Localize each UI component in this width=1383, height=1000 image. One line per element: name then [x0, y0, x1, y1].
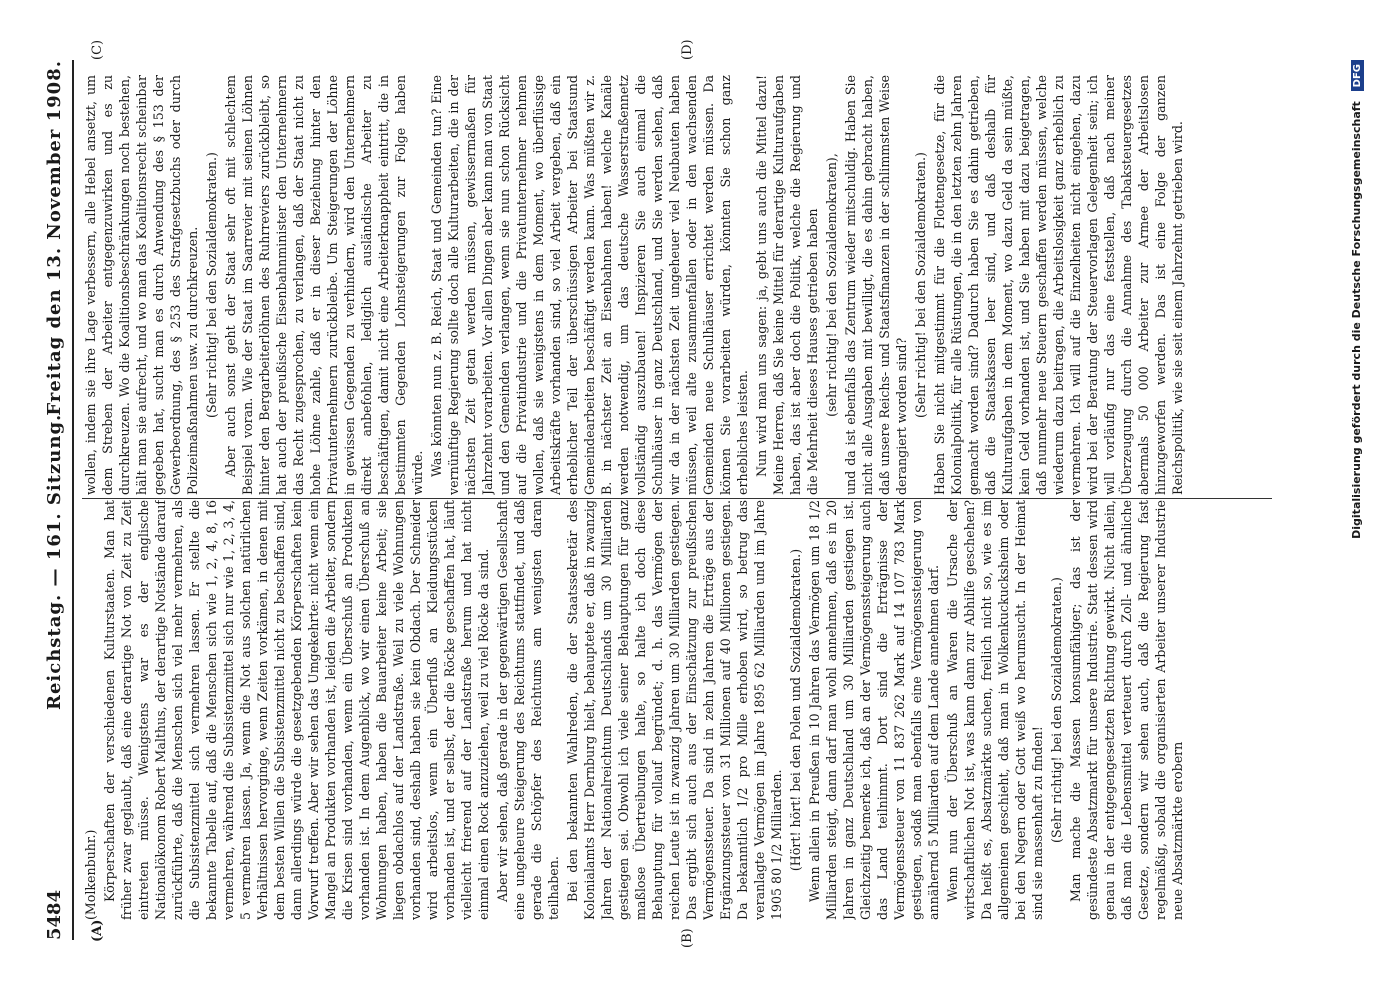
paragraph: Haben Sie nicht mitgestimmt für die Flottengesetze, für die Kolonialpolitik, für alle Rüstungen, die in den letzten zehn Jahren gemacht worden sind? Dadurch haben Sie es dahin getrieben, daß die Staatskassen leer sind, und daß deshalb für Kulturaufgaben in dem Moment, wo dazu Geld da sein müßte, kein Geld vorhanden ist, und Sie haben mit dazu beigetragen, daß nunmehr neue Steuern geschaffen werden müssen, welche wiederum dazu beitragen, die Arbeitslosigkeit ganz erheblich zu vermehren. Ich will auf die Einzelheiten nicht eingehen, dazu wird bei der Beratung der Steuervorlagen Gelegenheit sein; ich will vorläufig nur das eine feststellen, daß nach meiner Überzeugung durch die Annahme des Tabaksteuergesetzes abermals 50 000 Arbeiter zur Armee der Arbeitslosen hinzugeworfen werden. Das ist eine Folge der ganzen Reichspolitik, wie sie seit einem Jahrzehnt getrieben wird.: [932, 75, 1185, 495]
margin-marker-a: (A): [90, 919, 105, 942]
dfg-logo: DFG: [1351, 60, 1364, 91]
paragraph: Wenn allein in Preußen in 10 Jahren das Vermögen um 18 1/2 Milliarden steigt, dann darf man wohl annehmen, daß es in 20 Jahren in ganz Deutschland um 30 Milliarden gestiegen ist. Gleichzeitig bemerke ich, daß an der Vermögenssteigerung auch das Land teilnimmt. Dort sind die Erträgnisse der Vermögenssteuer von 11 837 262 Mark auf 14 107 783 Mark gestiegen, sodaß man ebenfalls eine Vermögenssteigerung von annähernd 5 Milliarden auf dem Lande annehmen darf.: [807, 500, 941, 920]
left-column: [82, 500, 1272, 920]
interjection: (sehr richtig! bei den Sozialdemokraten),: [824, 153, 839, 417]
paragraph: Was könnten nun z. B. Reich, Staat und Gemeinden tun? Eine vernünftige Regierung sollte doch alle Kulturarbeiten, die in der nächsten Zeit getan werden müssen, gewissermaßen für Jahrzehnt vorarbeiten. Vor allen Dingen aber kann man von Staat und den Gemeinden verlangen, wenn sie nun schon Rücksicht auf die Privatindustrie und die Privatunternehmer nehmen wollen, daß sie wenigstens in dem Moment, wo überflüssige Arbeitskräfte vorhanden sind, so viel Arbeit vergeben, daß ein erheblicher Teil der überschüssigen Arbeiter bei Staatsund Gemeindearbeiten beschäftigt werden kann. Was müßten wir z. B. in nächster Zeit an Eisenbahnen haben! welche Kanäle werden notwendig, um das deutsche Wasserstraßennetz vollständig auszubauen! Inspizieren Sie auch einmal die Schulhäuser in ganz Deutschland, und Sie werden sehen, daß wir da in der nächsten Zeit ungeheuer viel Neubauten haben müssen, weil alte zusammenfallen oder in den wachsenden Gemeinden neue Schulhäuser errichtet werden müssen. Da können Sie vorarbeiten würden, könnten Sie schon ganz erhebliches leisten.: [429, 75, 750, 495]
interjection: (Sehr richtig! bei den Sozialdemokraten.): [204, 152, 219, 418]
page-number: 5484: [44, 889, 65, 940]
paragraph: Aber wir sehen, daß gerade in der gegenwärtigen Gesellschaft eine ungeheure Steigerung des Reichtums stattfindet, und daß gerade die Schöpfer des Reichtums am wenigsten daran teilhaben.: [495, 500, 561, 920]
interjection: (Sehr richtig! bei den Sozialdemokraten.): [1049, 577, 1064, 843]
paragraph: Bei den bekannten Wahlreden, die der Staatssekretär des Kolonialamts Herr Dernburg hielt, behauptete er, daß in zwanzig Jahren der Nationalreichtum Deutschlands um 30 Milliarden gestiegen sei. Obwohl ich viele seiner Behauptungen für ganz maßlose Übertreibungen halte, so halte ich doch diese Behauptung für vollauf begründet; d. h. das Vermögen der reichen Leute ist in zwanzig Jahren um 30 Milliarden gestiegen. Das ergibt sich auch aus der Einschätzung zur preußischen Vermögenssteuer. Da sind in zehn Jahren die Erträge aus der Ergänzungssteuer von 31 Millionen auf 40 Millionen gestiegen. Da bekanntlich 1/2 pro Mille erhoben wird, so betrug das veranlagte Vermögen im Jahre 1895 62 Milliarden und im Jahre 1905 80 1/2 Milliarden.: [565, 500, 784, 920]
interjection: (Hört! hört! bei den Polen und Sozialdemokraten.): [788, 548, 803, 872]
paragraph: Nun wird man uns sagen: ja, gebt uns auch die Mittel dazu! Meine Herren, daß Sie keine Mittel für derartige Kulturaufgaben haben, das ist aber doch die Politik, welche die Regierung und die Mehrheit dieses Hauses getrieben haben: [754, 75, 820, 495]
paragraph: Wenn nun der Überschuß an Waren die Ursache der wirtschaftlichen Not ist, was kann dann zur Abhilfe geschehen? Da heißt es, Absatzmärkte suchen, freilich nicht so, wie es im allgemeinen geschieht, daß man in Wolkenkuckucksheim oder bei den Negern oder Gott weiß wo herumsucht. In der Heimat sind sie massenhaft zu finden!: [945, 500, 1045, 920]
digitization-credit: [1350, 60, 1364, 920]
margin-marker-b: (B): [680, 928, 695, 948]
column-divider: [82, 498, 1272, 499]
session-title: Reichstag. — 161. Sitzung.: [44, 413, 65, 710]
speaker-name: (Molkenbuhr.): [83, 829, 98, 920]
page-header: [42, 60, 74, 940]
interjection: (Sehr richtig! bei den Sozialdemokraten.): [913, 152, 928, 418]
paragraph: Man mache die Massen konsumfähiger; das ist der gesündeste Absatzmarkt für unsere Industrie. Statt dessen wird genau in der entgegengesetzten Richtung gewirkt. Nicht allein, daß man die Lebensmittel verteuert durch Zoll- und ähnliche Gesetze, sondern wir sehen auch, daß die Regierung fast regelmäßig, sobald die organisierten Arbeiter unserer Industrie neue Absatzmärkte erobern: [1068, 500, 1185, 920]
right-column: [82, 75, 1272, 495]
margin-marker-c: (C): [90, 39, 105, 60]
paragraph: Aber auch sonst geht der Staat sehr oft mit schlechtem Beispiel voran. Wie der Staat im Saarrevier mit seinen Löhnen hinter den Bergarbeiterlöhnen des Ruhrreviers zurückbleibt, so hat auch der preußische Eisenbahnminister den Unternehmern das Recht zugesprochen, zu verlangen, daß der Staat nicht zu hohe Löhne zahle, daß er in dieser Beziehung hinter den Privatunternehmern zurückbleibe. Um Steigerungen der Löhne in gewissen Gegenden zu verhindern, wird den Unternehmern direkt anbefohlen, lediglich ausländische Arbeiter zu beschäftigen, damit nicht eine Arbeiterknappheit eintritt, die in bestimmten Gegenden Lohnsteigerungen zur Folge haben würde.: [223, 75, 425, 495]
paragraph: und da ist ebenfalls das Zentrum wieder mitschuldig. Haben Sie nicht alle Ausgaben mit bewilligt, die es dahin gebracht haben, daß unsere Reichs- und Staatsfinanzen in der schlimmsten Weise derangiert worden sind?: [843, 75, 909, 495]
credit-text: Digitalisierung gefördert durch die Deutsche Forschungsgemeinschaft: [1350, 101, 1363, 539]
paragraph: wollen, indem sie ihre Lage verbessern, alle Hebel ansetzt, um dem Streben der Arbeiter entgegenzuwirken und es zu durchkreuzen. Wo die Koalitionsbeschränkungen noch bestehen, hält man sie aufrecht, und wo man das Koalitionsrecht scheinbar gegeben hat, sucht man es durch Anwendung des § 153 der Gewerbeordnung, des § 253 des Strafgesetzbuchs oder durch Polizeimaßnahmen usw. zu durchkreuzen.: [83, 75, 200, 495]
margin-marker-d: (D): [680, 39, 695, 60]
paragraph: Körperschaften der verschiedenen Kulturstaaten. Man hat früher zwar geglaubt, daß eine derartige Not von Zeit zu Zeit eintreten müsse. Wenigstens war es der englische Nationalökonom Robert Malthus, der derartige Notstände darauf zurückführte, daß die Menschen sich viel mehr vermehren, als die Subsistenzmittel sich vermehren lassen. Er stellte die bekannte Tabelle auf, daß die Menschen sich wie 1, 2, 4, 8, 16 vermehren, während die Subsistenzmittel sich nur wie 1, 2, 3, 4, 5 vermehren lassen. Ja, wenn die Not aus solchen natürlichen Verhältnissen hervorginge, wenn Zeiten vorkämen, in denen mit dem besten Willen die Subsistenzmittel nicht zu beschaffen sind, dann allerdings würde die gesetzgebenden Körperschaften kein Vorwurf treffen. Aber wir sehen das Umgekehrte: nicht wenn ein Mangel an Produkten vorhanden ist, leiden die Arbeiter, sondern die Krisen sind vorhanden, wenn ein Überschuß an Produkten vorhanden ist. In dem Augenblick, wo wir einen Überschuß an Wohnungen haben, haben die Bauarbeiter keine Arbeit; sie liegen obdachlos auf der Landstraße. Weil zu viele Wohnungen vorhanden sind, deshalb haben sie kein Obdach. Der Schneider wird arbeitslos, wenn ein Überfluß an Kleidungsstücken vorhanden ist, und er selbst, der die Röcke geschaffen hat, läuft vielleicht frierend auf der Landstraße herum und hat nicht einmal einen Rock anzuziehen, weil zu viel Röcke da sind.: [102, 500, 491, 920]
session-date: Freitag den 13. November 1908.: [44, 60, 65, 416]
